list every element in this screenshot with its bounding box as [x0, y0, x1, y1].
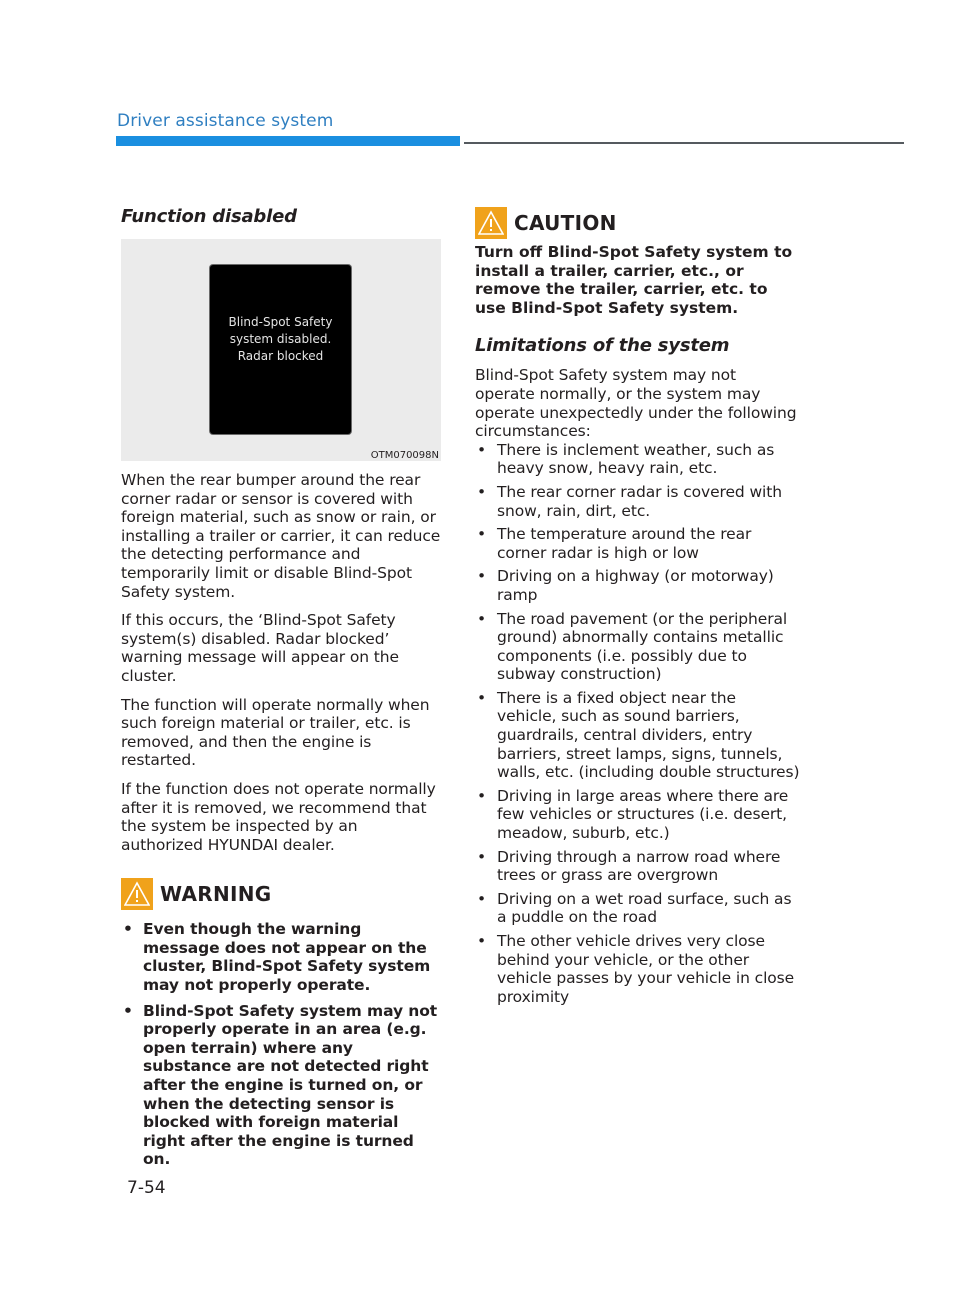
- warning-triangle-icon: [121, 878, 153, 910]
- header-rule: [464, 142, 904, 144]
- limitations-list: [475, 441, 800, 1007]
- paragraph: Blind-Spot Safety system may not operate normally, or the system may operate unexpectedly under the following circumstances:: [475, 366, 797, 441]
- header-accent-bar: [116, 136, 460, 146]
- list-item: • The temperature around the rear corner radar is high or low: [475, 525, 800, 562]
- page-number: 7-54: [127, 1178, 166, 1198]
- cluster-figure: [121, 239, 441, 461]
- list-item: • There is a fixed object near the vehicle, such as sound barriers, guardrails, central dividers, entry barriers, street lamps, signs, tunnels, walls, etc. (including double structures): [475, 689, 800, 782]
- caution-label: CAUTION: [514, 211, 617, 235]
- list-item: • The road pavement (or the peripheral ground) abnormally contains metallic components (i.e. possibly due to subway construction): [475, 610, 800, 684]
- caution-text: Turn off Blind-Spot Safety system to install a trailer, carrier, etc., or remove the trailer, carrier, etc. to use Blind-Spot Safety system.: [475, 243, 793, 317]
- section-title-function-disabled: Function disabled: [121, 206, 297, 227]
- section-title-limitations: Limitations of the system: [475, 335, 730, 357]
- list-item: • Blind-Spot Safety system may not properly operate in an area (e.g. open terrain) where any substance are not detected right after the engine is turned on, or when the detecting sensor is blocked with foreign material right after the engine is turned on.: [121, 1002, 443, 1169]
- warning-label: WARNING: [160, 882, 272, 907]
- caution-header: [475, 207, 800, 239]
- warning-box: [121, 878, 443, 1169]
- figure-code: OTM070098N: [370, 450, 439, 461]
- cluster-message: Blind-Spot Safety system disabled. Radar blocked: [228, 315, 333, 363]
- warning-header: [121, 878, 443, 910]
- list-item: • Driving in large areas where there are few vehicles or structures (i.e. desert, meadow, suburb, etc.): [475, 787, 800, 843]
- list-item: • Even though the warning message does not appear on the cluster, Blind-Spot Safety system may not properly operate.: [121, 920, 443, 994]
- header-title: Driver assistance system: [117, 111, 334, 131]
- list-item: • Driving on a highway (or motorway) ramp: [475, 567, 800, 604]
- right-column: [475, 207, 800, 1011]
- cluster-display: [210, 265, 351, 434]
- caution-triangle-icon: [475, 207, 507, 239]
- list-item: • The other vehicle drives very close behind your vehicle, or the other vehicle passes by your vehicle in close proximity: [475, 932, 800, 1006]
- paragraph: The function will operate normally when such foreign material or trailer, etc. is removed, and then the engine is restarted.: [121, 695, 430, 770]
- list-item: • The rear corner radar is covered with snow, rain, dirt, etc.: [475, 483, 800, 520]
- list-item: • Driving on a wet road surface, such as a puddle on the road: [475, 890, 800, 927]
- list-item: • There is inclement weather, such as heavy snow, heavy rain, etc.: [475, 441, 800, 478]
- paragraph: If the function does not operate normally after it is removed, we recommend that the system be inspected by an authorized HYUNDAI dealer.: [121, 779, 436, 854]
- paragraph: If this occurs, the ‘Blind-Spot Safety system(s) disabled. Radar blocked’ warning message will appear on the cluster.: [121, 611, 399, 685]
- list-item: • Driving through a narrow road where trees or grass are overgrown: [475, 848, 800, 885]
- caution-box: [475, 207, 800, 317]
- left-column: [121, 206, 443, 1176]
- warning-list: [121, 920, 443, 1169]
- paragraph: When the rear bumper around the rear corner radar or sensor is covered with foreign material, such as snow or rain, or installing a trailer or carrier, it can reduce the detecting performance and temporarily limit or disable Blind-Spot Safety system.: [121, 471, 441, 601]
